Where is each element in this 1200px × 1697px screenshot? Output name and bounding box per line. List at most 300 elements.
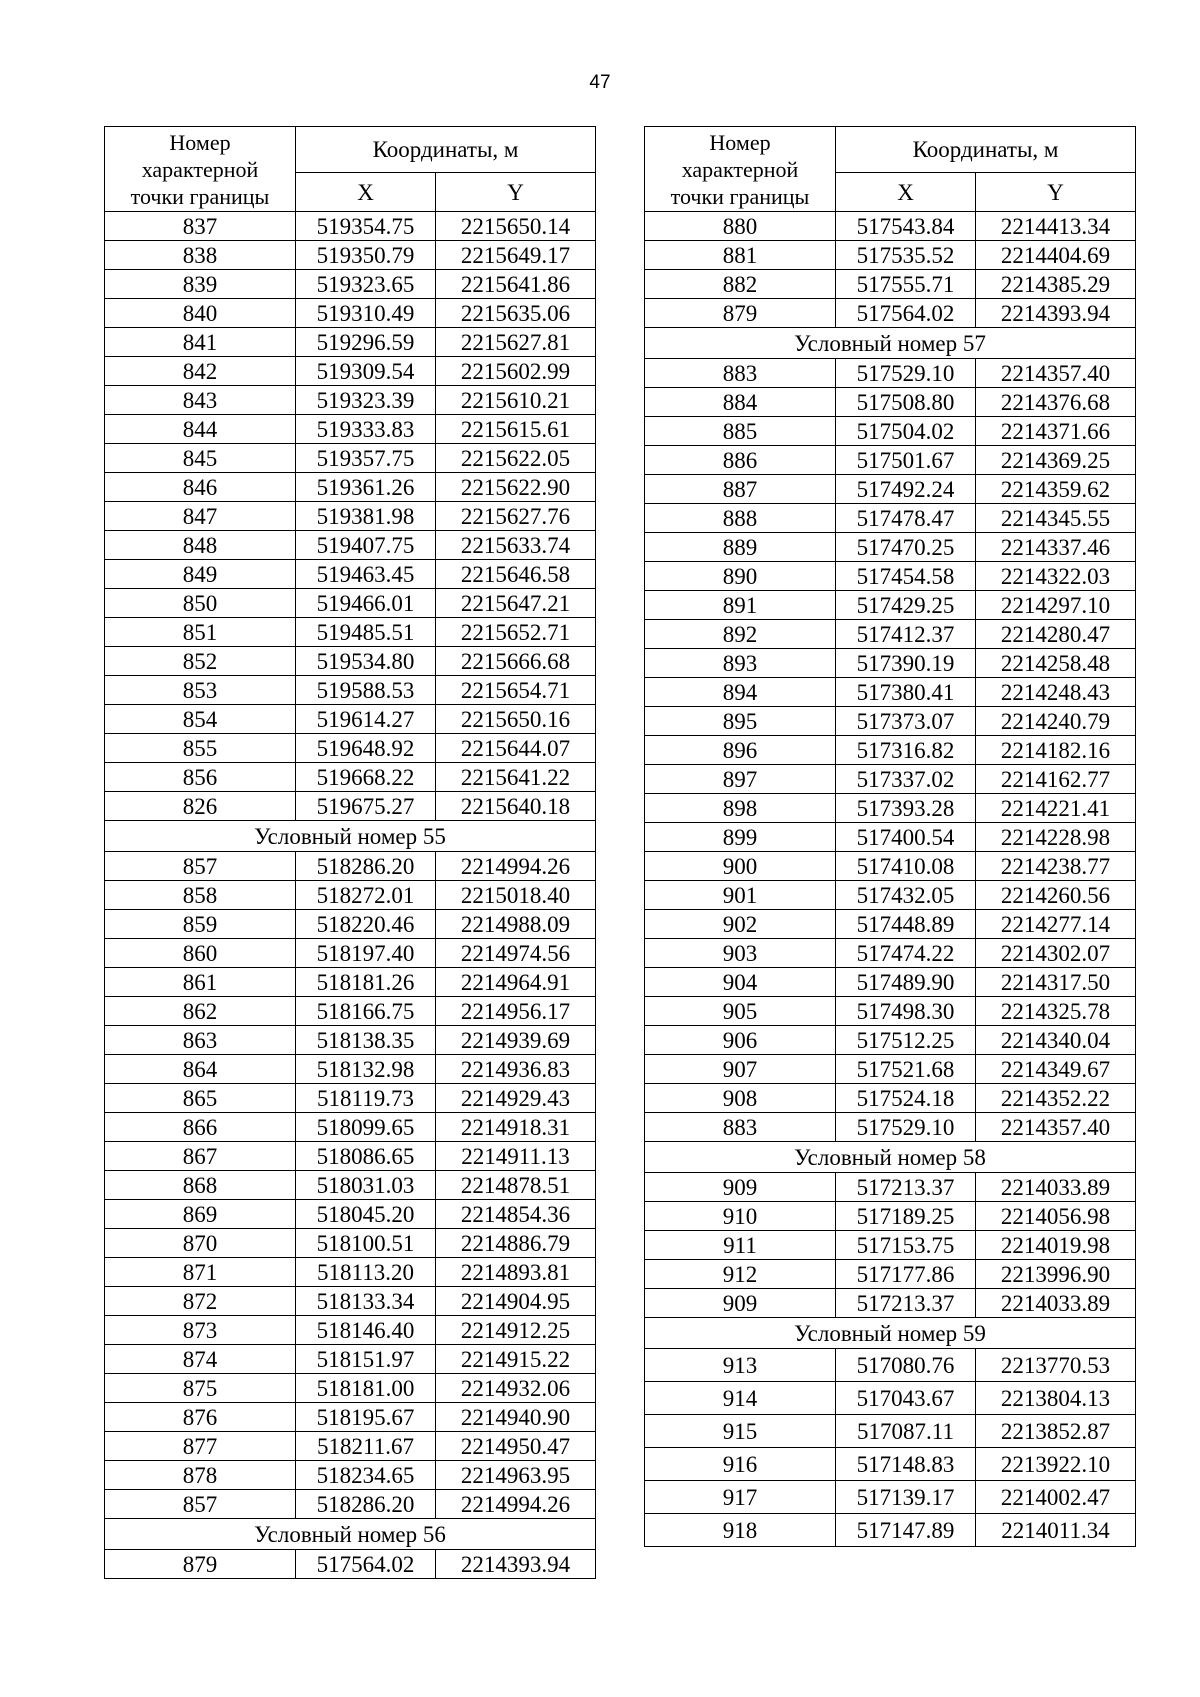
point-number-cell: 868 bbox=[105, 1171, 296, 1200]
y-coordinate-cell: 2214182.16 bbox=[976, 736, 1136, 765]
point-number-cell: 909 bbox=[645, 1289, 836, 1318]
section-row bbox=[645, 1318, 1136, 1349]
table-row bbox=[105, 792, 596, 821]
y-coordinate-cell: 2215018.40 bbox=[436, 881, 596, 910]
header-x: X bbox=[836, 173, 976, 212]
table-row bbox=[105, 705, 596, 734]
x-coordinate-cell: 517555.71 bbox=[836, 270, 976, 299]
x-coordinate-cell: 518086.65 bbox=[296, 1142, 436, 1171]
y-coordinate-cell: 2215654.71 bbox=[436, 676, 596, 705]
x-coordinate-cell: 518272.01 bbox=[296, 881, 436, 910]
header-x: X bbox=[296, 173, 436, 212]
table-row bbox=[105, 763, 596, 792]
header-point-number-line: точки границы bbox=[130, 184, 270, 209]
y-coordinate-cell: 2214221.41 bbox=[976, 794, 1136, 823]
x-coordinate-cell: 519614.27 bbox=[296, 705, 436, 734]
x-coordinate-cell: 518197.40 bbox=[296, 939, 436, 968]
x-coordinate-cell: 517380.41 bbox=[836, 678, 976, 707]
table-row bbox=[645, 475, 1136, 504]
x-coordinate-cell: 517508.80 bbox=[836, 388, 976, 417]
y-coordinate-cell: 2214886.79 bbox=[436, 1229, 596, 1258]
point-number-cell: 893 bbox=[645, 649, 836, 678]
point-number-cell: 884 bbox=[645, 388, 836, 417]
x-coordinate-cell: 518133.34 bbox=[296, 1287, 436, 1316]
y-coordinate-cell: 2214357.40 bbox=[976, 359, 1136, 388]
table-row bbox=[105, 589, 596, 618]
x-coordinate-cell: 518220.46 bbox=[296, 910, 436, 939]
x-coordinate-cell: 518119.73 bbox=[296, 1084, 436, 1113]
table-row bbox=[645, 270, 1136, 299]
table-row bbox=[645, 1260, 1136, 1289]
y-coordinate-cell: 2214376.68 bbox=[976, 388, 1136, 417]
point-number-cell: 860 bbox=[105, 939, 296, 968]
x-coordinate-cell: 518181.00 bbox=[296, 1374, 436, 1403]
table-row bbox=[105, 997, 596, 1026]
point-number-cell: 908 bbox=[645, 1084, 836, 1113]
y-coordinate-cell: 2215635.06 bbox=[436, 299, 596, 328]
point-number-cell: 867 bbox=[105, 1142, 296, 1171]
table-row bbox=[105, 1374, 596, 1403]
x-coordinate-cell: 519534.80 bbox=[296, 647, 436, 676]
point-number-cell: 889 bbox=[645, 533, 836, 562]
y-coordinate-cell: 2213852.87 bbox=[976, 1415, 1136, 1448]
x-coordinate-cell: 518100.51 bbox=[296, 1229, 436, 1258]
point-number-cell: 875 bbox=[105, 1374, 296, 1403]
y-coordinate-cell: 2214297.10 bbox=[976, 591, 1136, 620]
section-heading: Условный номер 59 bbox=[645, 1318, 1136, 1349]
point-number-cell: 855 bbox=[105, 734, 296, 763]
y-coordinate-cell: 2214974.56 bbox=[436, 939, 596, 968]
table-row bbox=[645, 359, 1136, 388]
header-coordinates: Координаты, м bbox=[836, 127, 1136, 173]
y-coordinate-cell: 2214340.04 bbox=[976, 1026, 1136, 1055]
table-row bbox=[105, 1055, 596, 1084]
point-number-cell: 845 bbox=[105, 444, 296, 473]
y-coordinate-cell: 2214317.50 bbox=[976, 968, 1136, 997]
table-row bbox=[645, 212, 1136, 241]
x-coordinate-cell: 517139.17 bbox=[836, 1481, 976, 1514]
point-number-cell: 872 bbox=[105, 1287, 296, 1316]
y-coordinate-cell: 2214393.94 bbox=[436, 1550, 596, 1579]
table-row bbox=[645, 241, 1136, 270]
point-number-cell: 887 bbox=[645, 475, 836, 504]
x-coordinate-cell: 519333.83 bbox=[296, 415, 436, 444]
y-coordinate-cell: 2215666.68 bbox=[436, 647, 596, 676]
table-row bbox=[105, 386, 596, 415]
header-point-number-line: точки границы bbox=[670, 184, 810, 209]
x-coordinate-cell: 518099.65 bbox=[296, 1113, 436, 1142]
header-point-number-line: Номер bbox=[169, 130, 231, 155]
x-coordinate-cell: 517390.19 bbox=[836, 649, 976, 678]
x-coordinate-cell: 518211.67 bbox=[296, 1432, 436, 1461]
x-coordinate-cell: 519354.75 bbox=[296, 212, 436, 241]
y-coordinate-cell: 2214878.51 bbox=[436, 1171, 596, 1200]
y-coordinate-cell: 2215622.05 bbox=[436, 444, 596, 473]
y-coordinate-cell: 2214352.22 bbox=[976, 1084, 1136, 1113]
x-coordinate-cell: 519466.01 bbox=[296, 589, 436, 618]
x-coordinate-cell: 518286.20 bbox=[296, 852, 436, 881]
point-number-cell: 904 bbox=[645, 968, 836, 997]
table-row bbox=[105, 618, 596, 647]
point-number-cell: 890 bbox=[645, 562, 836, 591]
point-number-cell: 916 bbox=[645, 1448, 836, 1481]
x-coordinate-cell: 517454.58 bbox=[836, 562, 976, 591]
table-row bbox=[105, 1171, 596, 1200]
table-row bbox=[105, 212, 596, 241]
point-number-cell: 915 bbox=[645, 1415, 836, 1448]
table-row bbox=[105, 734, 596, 763]
y-coordinate-cell: 2215627.76 bbox=[436, 502, 596, 531]
point-number-cell: 883 bbox=[645, 1113, 836, 1142]
x-coordinate-cell: 518138.35 bbox=[296, 1026, 436, 1055]
x-coordinate-cell: 518234.65 bbox=[296, 1461, 436, 1490]
point-number-cell: 856 bbox=[105, 763, 296, 792]
point-number-cell: 903 bbox=[645, 939, 836, 968]
coordinates-table-right bbox=[644, 126, 1136, 1547]
table-row bbox=[105, 270, 596, 299]
point-number-cell: 842 bbox=[105, 357, 296, 386]
table-row bbox=[645, 1113, 1136, 1142]
table-row bbox=[105, 1142, 596, 1171]
x-coordinate-cell: 519407.75 bbox=[296, 531, 436, 560]
point-number-cell: 909 bbox=[645, 1173, 836, 1202]
section-row bbox=[105, 821, 596, 852]
table-row bbox=[105, 1461, 596, 1490]
y-coordinate-cell: 2214929.43 bbox=[436, 1084, 596, 1113]
table-row bbox=[645, 1481, 1136, 1514]
y-coordinate-cell: 2214854.36 bbox=[436, 1200, 596, 1229]
point-number-cell: 913 bbox=[645, 1349, 836, 1382]
x-coordinate-cell: 519350.79 bbox=[296, 241, 436, 270]
table-row bbox=[645, 852, 1136, 881]
x-coordinate-cell: 517470.25 bbox=[836, 533, 976, 562]
x-coordinate-cell: 519323.65 bbox=[296, 270, 436, 299]
y-coordinate-cell: 2215615.61 bbox=[436, 415, 596, 444]
x-coordinate-cell: 517535.52 bbox=[836, 241, 976, 270]
point-number-cell: 838 bbox=[105, 241, 296, 270]
table-row bbox=[105, 1316, 596, 1345]
x-coordinate-cell: 517448.89 bbox=[836, 910, 976, 939]
x-coordinate-cell: 517521.68 bbox=[836, 1055, 976, 1084]
point-number-cell: 837 bbox=[105, 212, 296, 241]
table-row bbox=[645, 881, 1136, 910]
y-coordinate-cell: 2214033.89 bbox=[976, 1289, 1136, 1318]
y-coordinate-cell: 2213922.10 bbox=[976, 1448, 1136, 1481]
section-row bbox=[645, 328, 1136, 359]
header-coordinates: Координаты, м bbox=[296, 127, 596, 173]
x-coordinate-cell: 517316.82 bbox=[836, 736, 976, 765]
y-coordinate-cell: 2214893.81 bbox=[436, 1258, 596, 1287]
point-number-cell: 858 bbox=[105, 881, 296, 910]
x-coordinate-cell: 517474.22 bbox=[836, 939, 976, 968]
table-row bbox=[105, 1432, 596, 1461]
header-point-number bbox=[105, 127, 296, 212]
x-coordinate-cell: 518113.20 bbox=[296, 1258, 436, 1287]
x-coordinate-cell: 519668.22 bbox=[296, 763, 436, 792]
header-y: Y bbox=[976, 173, 1136, 212]
table-row bbox=[645, 1202, 1136, 1231]
table-row bbox=[645, 1514, 1136, 1547]
point-number-cell: 871 bbox=[105, 1258, 296, 1287]
x-coordinate-cell: 517492.24 bbox=[836, 475, 976, 504]
point-number-cell: 846 bbox=[105, 473, 296, 502]
y-coordinate-cell: 2213996.90 bbox=[976, 1260, 1136, 1289]
table-row bbox=[105, 1084, 596, 1113]
y-coordinate-cell: 2215627.81 bbox=[436, 328, 596, 357]
point-number-cell: 901 bbox=[645, 881, 836, 910]
point-number-cell: 878 bbox=[105, 1461, 296, 1490]
point-number-cell: 869 bbox=[105, 1200, 296, 1229]
x-coordinate-cell: 519485.51 bbox=[296, 618, 436, 647]
page-number: 47 bbox=[589, 72, 611, 93]
point-number-cell: 914 bbox=[645, 1382, 836, 1415]
y-coordinate-cell: 2214056.98 bbox=[976, 1202, 1136, 1231]
point-number-cell: 897 bbox=[645, 765, 836, 794]
table-row bbox=[105, 1550, 596, 1579]
point-number-cell: 879 bbox=[105, 1550, 296, 1579]
y-coordinate-cell: 2215646.58 bbox=[436, 560, 596, 589]
table-row bbox=[645, 620, 1136, 649]
table-row bbox=[645, 1026, 1136, 1055]
x-coordinate-cell: 517373.07 bbox=[836, 707, 976, 736]
y-coordinate-cell: 2214936.83 bbox=[436, 1055, 596, 1084]
table-row bbox=[105, 1026, 596, 1055]
table-row bbox=[645, 649, 1136, 678]
y-coordinate-cell: 2215610.21 bbox=[436, 386, 596, 415]
table-row bbox=[105, 241, 596, 270]
y-coordinate-cell: 2215650.14 bbox=[436, 212, 596, 241]
point-number-cell: 840 bbox=[105, 299, 296, 328]
y-coordinate-cell: 2214371.66 bbox=[976, 417, 1136, 446]
x-coordinate-cell: 518045.20 bbox=[296, 1200, 436, 1229]
table-row bbox=[645, 1415, 1136, 1448]
x-coordinate-cell: 518146.40 bbox=[296, 1316, 436, 1345]
y-coordinate-cell: 2214325.78 bbox=[976, 997, 1136, 1026]
point-number-cell: 892 bbox=[645, 620, 836, 649]
y-coordinate-cell: 2214915.22 bbox=[436, 1345, 596, 1374]
x-coordinate-cell: 517489.90 bbox=[836, 968, 976, 997]
table-row bbox=[105, 1490, 596, 1519]
table-row bbox=[645, 446, 1136, 475]
y-coordinate-cell: 2214033.89 bbox=[976, 1173, 1136, 1202]
header-point-number-line: Номер bbox=[709, 130, 771, 155]
point-number-cell: 895 bbox=[645, 707, 836, 736]
table-row bbox=[645, 388, 1136, 417]
x-coordinate-cell: 517213.37 bbox=[836, 1173, 976, 1202]
point-number-cell: 847 bbox=[105, 502, 296, 531]
x-coordinate-cell: 518132.98 bbox=[296, 1055, 436, 1084]
point-number-cell: 894 bbox=[645, 678, 836, 707]
x-coordinate-cell: 518166.75 bbox=[296, 997, 436, 1026]
table-row bbox=[105, 560, 596, 589]
point-number-cell: 851 bbox=[105, 618, 296, 647]
table-row bbox=[105, 531, 596, 560]
y-coordinate-cell: 2214918.31 bbox=[436, 1113, 596, 1142]
y-coordinate-cell: 2214393.94 bbox=[976, 299, 1136, 328]
y-coordinate-cell: 2214002.47 bbox=[976, 1481, 1136, 1514]
point-number-cell: 879 bbox=[645, 299, 836, 328]
point-number-cell: 873 bbox=[105, 1316, 296, 1345]
x-coordinate-cell: 519648.92 bbox=[296, 734, 436, 763]
coordinates-table-left bbox=[104, 126, 596, 1579]
y-coordinate-cell: 2215640.18 bbox=[436, 792, 596, 821]
y-coordinate-cell: 2214248.43 bbox=[976, 678, 1136, 707]
y-coordinate-cell: 2214994.26 bbox=[436, 1490, 596, 1519]
table-row bbox=[645, 1084, 1136, 1113]
y-coordinate-cell: 2215652.71 bbox=[436, 618, 596, 647]
y-coordinate-cell: 2214258.48 bbox=[976, 649, 1136, 678]
x-coordinate-cell: 517337.02 bbox=[836, 765, 976, 794]
point-number-cell: 849 bbox=[105, 560, 296, 589]
point-number-cell: 850 bbox=[105, 589, 296, 618]
point-number-cell: 876 bbox=[105, 1403, 296, 1432]
table-row bbox=[105, 1113, 596, 1142]
point-number-cell: 885 bbox=[645, 417, 836, 446]
x-coordinate-cell: 517564.02 bbox=[836, 299, 976, 328]
y-coordinate-cell: 2214964.91 bbox=[436, 968, 596, 997]
y-coordinate-cell: 2214956.17 bbox=[436, 997, 596, 1026]
table-row bbox=[105, 502, 596, 531]
point-number-cell: 880 bbox=[645, 212, 836, 241]
section-heading: Условный номер 58 bbox=[645, 1142, 1136, 1173]
point-number-cell: 854 bbox=[105, 705, 296, 734]
point-number-cell: 917 bbox=[645, 1481, 836, 1514]
table-row bbox=[645, 591, 1136, 620]
table-row bbox=[645, 417, 1136, 446]
table-row bbox=[645, 939, 1136, 968]
x-coordinate-cell: 518286.20 bbox=[296, 1490, 436, 1519]
table-row bbox=[645, 1448, 1136, 1481]
x-coordinate-cell: 517501.67 bbox=[836, 446, 976, 475]
x-coordinate-cell: 517498.30 bbox=[836, 997, 976, 1026]
y-coordinate-cell: 2213804.13 bbox=[976, 1382, 1136, 1415]
point-number-cell: 900 bbox=[645, 852, 836, 881]
y-coordinate-cell: 2213770.53 bbox=[976, 1349, 1136, 1382]
y-coordinate-cell: 2214940.90 bbox=[436, 1403, 596, 1432]
y-coordinate-cell: 2214238.77 bbox=[976, 852, 1136, 881]
point-number-cell: 882 bbox=[645, 270, 836, 299]
point-number-cell: 843 bbox=[105, 386, 296, 415]
table-row bbox=[645, 1173, 1136, 1202]
table-row bbox=[645, 562, 1136, 591]
point-number-cell: 866 bbox=[105, 1113, 296, 1142]
table-row bbox=[105, 1229, 596, 1258]
point-number-cell: 861 bbox=[105, 968, 296, 997]
x-coordinate-cell: 518181.26 bbox=[296, 968, 436, 997]
table-row bbox=[105, 676, 596, 705]
y-coordinate-cell: 2214385.29 bbox=[976, 270, 1136, 299]
y-coordinate-cell: 2214963.95 bbox=[436, 1461, 596, 1490]
y-coordinate-cell: 2214911.13 bbox=[436, 1142, 596, 1171]
header-y: Y bbox=[436, 173, 596, 212]
x-coordinate-cell: 517043.67 bbox=[836, 1382, 976, 1415]
point-number-cell: 888 bbox=[645, 504, 836, 533]
y-coordinate-cell: 2214322.03 bbox=[976, 562, 1136, 591]
table-row bbox=[105, 473, 596, 502]
x-coordinate-cell: 517529.10 bbox=[836, 359, 976, 388]
y-coordinate-cell: 2215650.16 bbox=[436, 705, 596, 734]
table-row bbox=[105, 357, 596, 386]
table-row bbox=[645, 1349, 1136, 1382]
y-coordinate-cell: 2214932.06 bbox=[436, 1374, 596, 1403]
x-coordinate-cell: 517478.47 bbox=[836, 504, 976, 533]
y-coordinate-cell: 2214413.34 bbox=[976, 212, 1136, 241]
x-coordinate-cell: 517147.89 bbox=[836, 1514, 976, 1547]
point-number-cell: 899 bbox=[645, 823, 836, 852]
table-row bbox=[645, 823, 1136, 852]
point-number-cell: 874 bbox=[105, 1345, 296, 1374]
section-row bbox=[645, 1142, 1136, 1173]
table-row bbox=[645, 765, 1136, 794]
point-number-cell: 853 bbox=[105, 676, 296, 705]
point-number-cell: 911 bbox=[645, 1231, 836, 1260]
y-coordinate-cell: 2214359.62 bbox=[976, 475, 1136, 504]
point-number-cell: 857 bbox=[105, 1490, 296, 1519]
table-row bbox=[105, 968, 596, 997]
table-row bbox=[105, 910, 596, 939]
table-row bbox=[645, 533, 1136, 562]
point-number-cell: 864 bbox=[105, 1055, 296, 1084]
x-coordinate-cell: 517393.28 bbox=[836, 794, 976, 823]
point-number-cell: 826 bbox=[105, 792, 296, 821]
y-coordinate-cell: 2215649.17 bbox=[436, 241, 596, 270]
table-row bbox=[645, 997, 1136, 1026]
point-number-cell: 905 bbox=[645, 997, 836, 1026]
y-coordinate-cell: 2214349.67 bbox=[976, 1055, 1136, 1084]
x-coordinate-cell: 517564.02 bbox=[296, 1550, 436, 1579]
table-row bbox=[105, 1345, 596, 1374]
table-row bbox=[105, 1287, 596, 1316]
x-coordinate-cell: 519463.45 bbox=[296, 560, 436, 589]
point-number-cell: 857 bbox=[105, 852, 296, 881]
y-coordinate-cell: 2214302.07 bbox=[976, 939, 1136, 968]
x-coordinate-cell: 519296.59 bbox=[296, 328, 436, 357]
table-row bbox=[105, 415, 596, 444]
table-row bbox=[645, 1289, 1136, 1318]
point-number-cell: 907 bbox=[645, 1055, 836, 1084]
x-coordinate-cell: 518151.97 bbox=[296, 1345, 436, 1374]
point-number-cell: 841 bbox=[105, 328, 296, 357]
table-row bbox=[645, 678, 1136, 707]
point-number-cell: 886 bbox=[645, 446, 836, 475]
point-number-cell: 912 bbox=[645, 1260, 836, 1289]
x-coordinate-cell: 517087.11 bbox=[836, 1415, 976, 1448]
y-coordinate-cell: 2215644.07 bbox=[436, 734, 596, 763]
y-coordinate-cell: 2214904.95 bbox=[436, 1287, 596, 1316]
point-number-cell: 906 bbox=[645, 1026, 836, 1055]
x-coordinate-cell: 519381.98 bbox=[296, 502, 436, 531]
table-row bbox=[645, 794, 1136, 823]
x-coordinate-cell: 517529.10 bbox=[836, 1113, 976, 1142]
y-coordinate-cell: 2215641.22 bbox=[436, 763, 596, 792]
x-coordinate-cell: 519588.53 bbox=[296, 676, 436, 705]
y-coordinate-cell: 2214228.98 bbox=[976, 823, 1136, 852]
x-coordinate-cell: 517213.37 bbox=[836, 1289, 976, 1318]
x-coordinate-cell: 517504.02 bbox=[836, 417, 976, 446]
x-coordinate-cell: 517432.05 bbox=[836, 881, 976, 910]
x-coordinate-cell: 518031.03 bbox=[296, 1171, 436, 1200]
y-coordinate-cell: 2214994.26 bbox=[436, 852, 596, 881]
table-row bbox=[105, 852, 596, 881]
table-row bbox=[105, 444, 596, 473]
table-row bbox=[645, 910, 1136, 939]
point-number-cell: 863 bbox=[105, 1026, 296, 1055]
y-coordinate-cell: 2214011.34 bbox=[976, 1514, 1136, 1547]
x-coordinate-cell: 519309.54 bbox=[296, 357, 436, 386]
table-row bbox=[645, 707, 1136, 736]
y-coordinate-cell: 2214345.55 bbox=[976, 504, 1136, 533]
table-row bbox=[105, 939, 596, 968]
